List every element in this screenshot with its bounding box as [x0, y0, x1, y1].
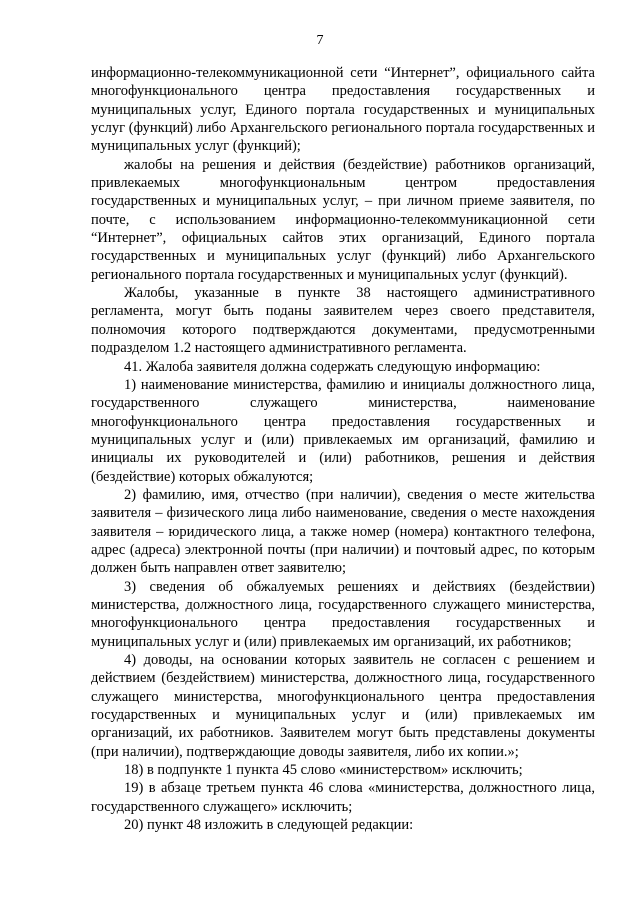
paragraph-continuation: информационно-телекоммуникационной сети “Интернет”, официального сайта многофункционального центра предоставления государственных и муниципальных услуг, Единого портала государственных и муниципальных услуг (функций) либо Архангельского регионального портала государственных и муниципальных услуг (функций); [91, 65, 595, 155]
document-body [91, 64, 595, 834]
page-number: 7 [316, 33, 324, 48]
paragraph-amendment-20: 20) пункт 48 изложить в следующей редакции: [124, 817, 414, 834]
paragraph-subitem-3: 3) сведения об обжалуемых решениях и действиях (бездействии) министерства, должностного лица, государственного служащего министерства, многофункционального центра предоставления государственных и муниципальных услуг и (или) привлекаемых им организаций, их работников; [91, 578, 595, 650]
paragraph-amendment-19: 19) в абзаце третьем пункта 46 слова «министерства, должностного лица, государственного служащего» исключить; [91, 780, 595, 815]
paragraph-subitem-4: 4) доводы, на основании которых заявитель не согласен с решением и действием (бездействием) министерства, должностного лица, государственного служащего министерства, многофункционального центра предоставления государственных и муниципальных услуг и (или) привлекаемых им организаций, их работников. Заявителем могут быть представлены документы (при наличии), подтверждающие доводы заявителя, либо их копии.»; [91, 652, 595, 760]
paragraph-subitem-2: 2) фамилию, имя, отчество (при наличии), сведения о месте жительства заявителя – физического лица либо наименование, сведения о месте нахождения заявителя – юридического лица, а также номер (номера) контактного телефона, адрес (адреса) электронной почты (при наличии) и почтовый адрес, по которым должен быть направлен ответ заявителю; [91, 486, 595, 577]
paragraph-complaints-representative: Жалобы, указанные в пункте 38 настоящего административного регламента, могут быть поданы заявителем через своего представителя, полномочия которого подтверждаются документами, предусмотренными подразделом 1.2 настоящего административного регламента. [91, 285, 595, 357]
paragraph-subitem-1: 1) наименование министерства, фамилию и инициалы должностного лица, государственного служащего министерства, наименование многофункционального центра предоставления государственных и муниципальных услуг и (или) привлекаемых им организаций, фамилию и инициалы их руководителей и (или) работников, решения и действия (бездействие) которых обжалуются; [91, 376, 595, 485]
paragraph-complaints-organizations: жалобы на решения и действия (бездействие) работников организаций, привлекаемых многофункциональным центром предоставления государственных и муниципальных услуг, – при личном приеме заявителя, по почте, с использованием информационно-телекоммуникационной сети “Интернет”, официальных сайтов этих организаций, Единого портала государственных и муниципальных услуг (функций) либо Архангельского регионального портала государственных и муниципальных услуг (функций). [91, 156, 595, 283]
paragraph-amendment-18: 18) в подпункте 1 пункта 45 слово «министерством» исключить; [124, 762, 523, 779]
paragraph-item-41: 41. Жалоба заявителя должна содержать следующую информацию: [124, 358, 541, 375]
